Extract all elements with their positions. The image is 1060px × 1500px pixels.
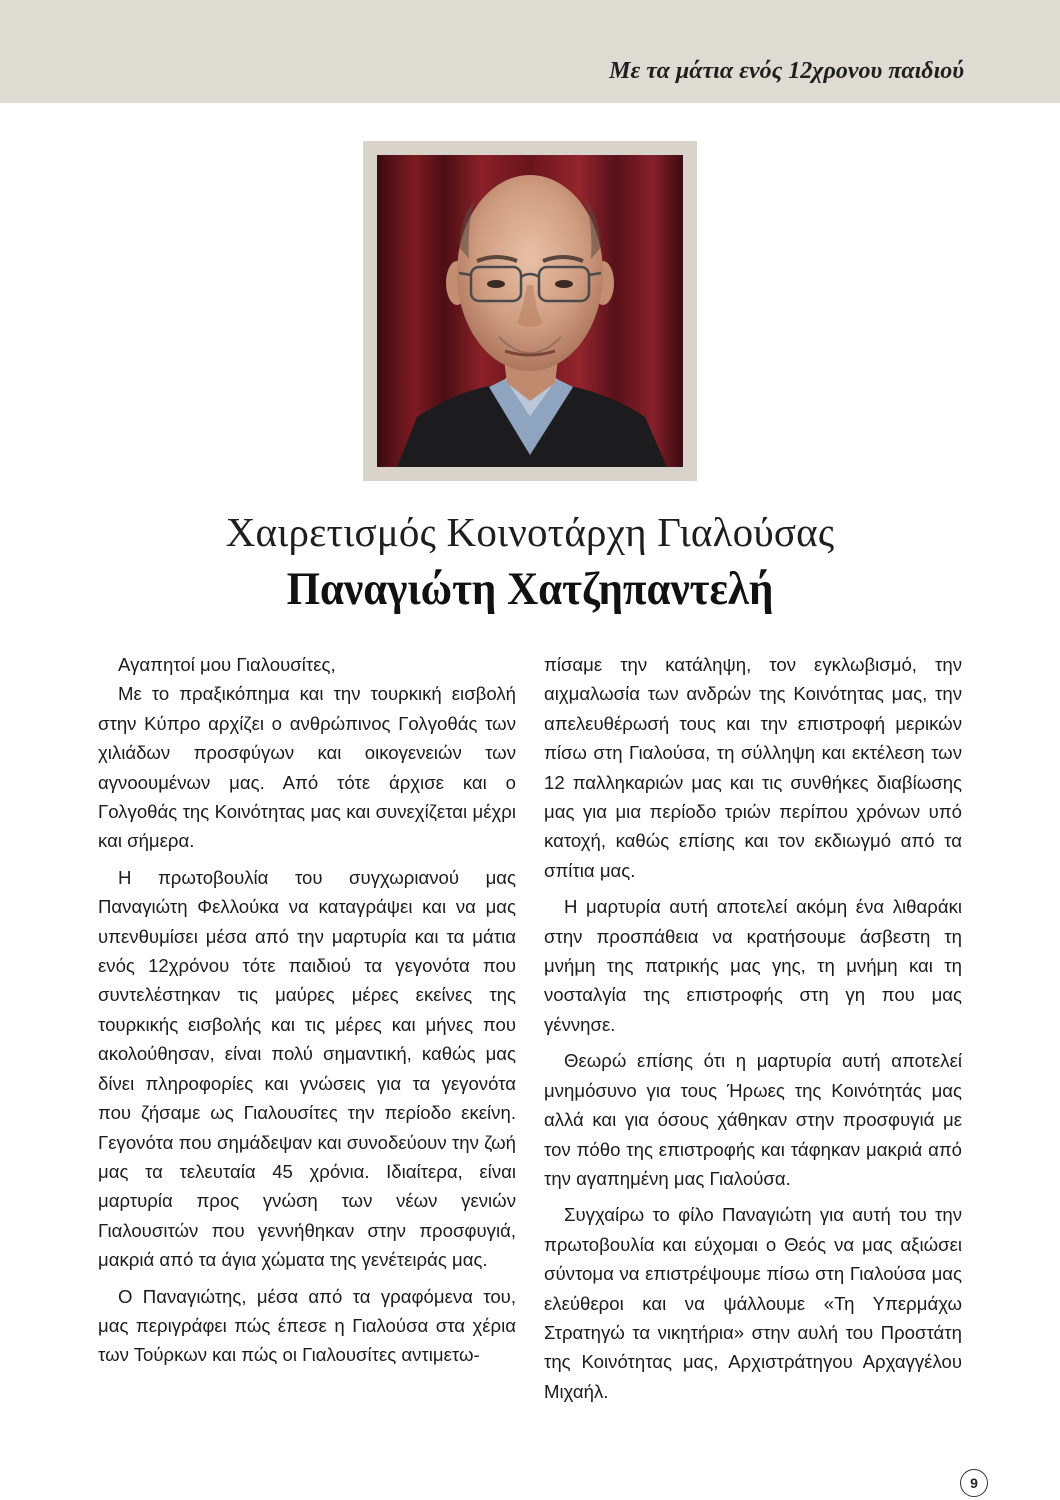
running-header-title: Με τα μάτια ενός 12χρονου παιδιού [609,58,964,84]
portrait-photo [377,155,683,467]
article-title: Χαιρετισμός Κοινοτάρχη Γιαλούσας [225,509,835,555]
paragraph: Η πρωτοβουλία του συγχωριανού μας Παναγιώτη Φελλούκα να καταγράψει και να μας υπενθυμίσει μέσα από την μαρτυρία και τα μάτια ενός 12χρόνου τότε παιδιού τα γεγονότα που συντελέστηκαν τις μαύρες μέρες εκείνες της τουρκικής εισβολής και τις μέρες και μήνες που ακολούθησαν, είναι πολύ σημαντική, καθώς μας δίνει πληροφορίες και γνώσεις για τα γεγονότα που ζήσαμε ως Γιαλουσίτες την περίοδο εκείνη. Γεγονότα που σημάδεψαν και συνοδεύουν την ζωή μας τα τελευταία 45 χρόνια. Ιδιαίτερα, είναι μαρτυρία προς γνώση των νέων γενιών Γιαλουσιτών που γεννήθηκαν στην προσφυγιά, μακριά από τα άγια χώματα της γενέτειράς μας. [98,866,516,1271]
page-number: 9 [960,1469,988,1497]
left-text-column [98,650,516,1377]
paragraph: Αγαπητοί μου Γιαλουσίτες, [118,654,336,675]
header-band [0,0,1060,103]
portrait-illustration [377,155,683,467]
paragraph: Με το πραξικόπημα και την τουρκική εισβολή στην Κύπρο αρχίζει ο ανθρώπινος Γολγοθάς των χιλιάδων προσφύγων και οικογενειών των αγνοουμένων μας. Από τότε άρχισε και ο Γολγοθάς της Κοινότητας μας και συνεχίζεται μέχρι και σήμερα. [98,683,516,852]
right-text-column [544,650,962,1413]
paragraph: Ο Παναγιώτης, μέσα από τα γραφόμενα του, μας περιγράφει πώς έπεσε η Γιαλούσα στα χέρια των Τούρκων και πώς οι Γιαλουσίτες αντιμετω- [98,1285,516,1366]
paragraph: Η μαρτυρία αυτή αποτελεί ακόμη ένα λιθαράκι στην προσπάθεια να κρατήσουμε άσβεστη τη μνήμη της πατρικής μας γης, τη μνήμη και τη νοσταλγία της επιστροφής στη γη που μας γέννησε. [544,896,962,1035]
article-author-name: Παναγιώτη Χατζηπαντελή [286,564,774,615]
paragraph: Θεωρώ επίσης ότι η μαρτυρία αυτή αποτελεί μνημόσυνο για τους Ήρωες της Κοινότητάς μας αλλά και για όσους χάθηκαν στην προσφυγιά με τον πόθο της επιστροφής και τάφηκαν μακριά από την αγαπημένη μας Γιαλούσα. [544,1050,962,1189]
portrait-frame [363,141,697,481]
paragraph: πίσαμε την κατάληψη, τον εγκλωβισμό, την αιχμαλωσία των ανδρών της Κοινότητας μας, την απελευθέρωσή τους και την επιστροφή μερικών πίσω στη Γιαλούσα, τη σύλληψη και εκτέλεση των 12 παλληκαριών μας και τις συνθήκες διαβίωσης μας για μια περίοδο τριών περίπου χρόνων υπό κατοχή, καθώς επίσης και τον εκδιωγμό από τα σπίτια μας. [544,654,962,881]
paragraph: Συγχαίρω το φίλο Παναγιώτη για αυτή του την πρωτοβουλία και εύχομαι ο Θεός να μας αξιώσει σύντομα να επιστρέψουμε πίσω στη Γιαλούσα μας ελεύθεροι και να ψάλλουμε «Τη Υπερμάχω Στρατηγώ τα νικητήρια» στην αυλή του Προστάτη της Κοινότητας μας, Αρχιστράτηγου Αρχαγγέλου Μιχαήλ. [544,1204,962,1402]
